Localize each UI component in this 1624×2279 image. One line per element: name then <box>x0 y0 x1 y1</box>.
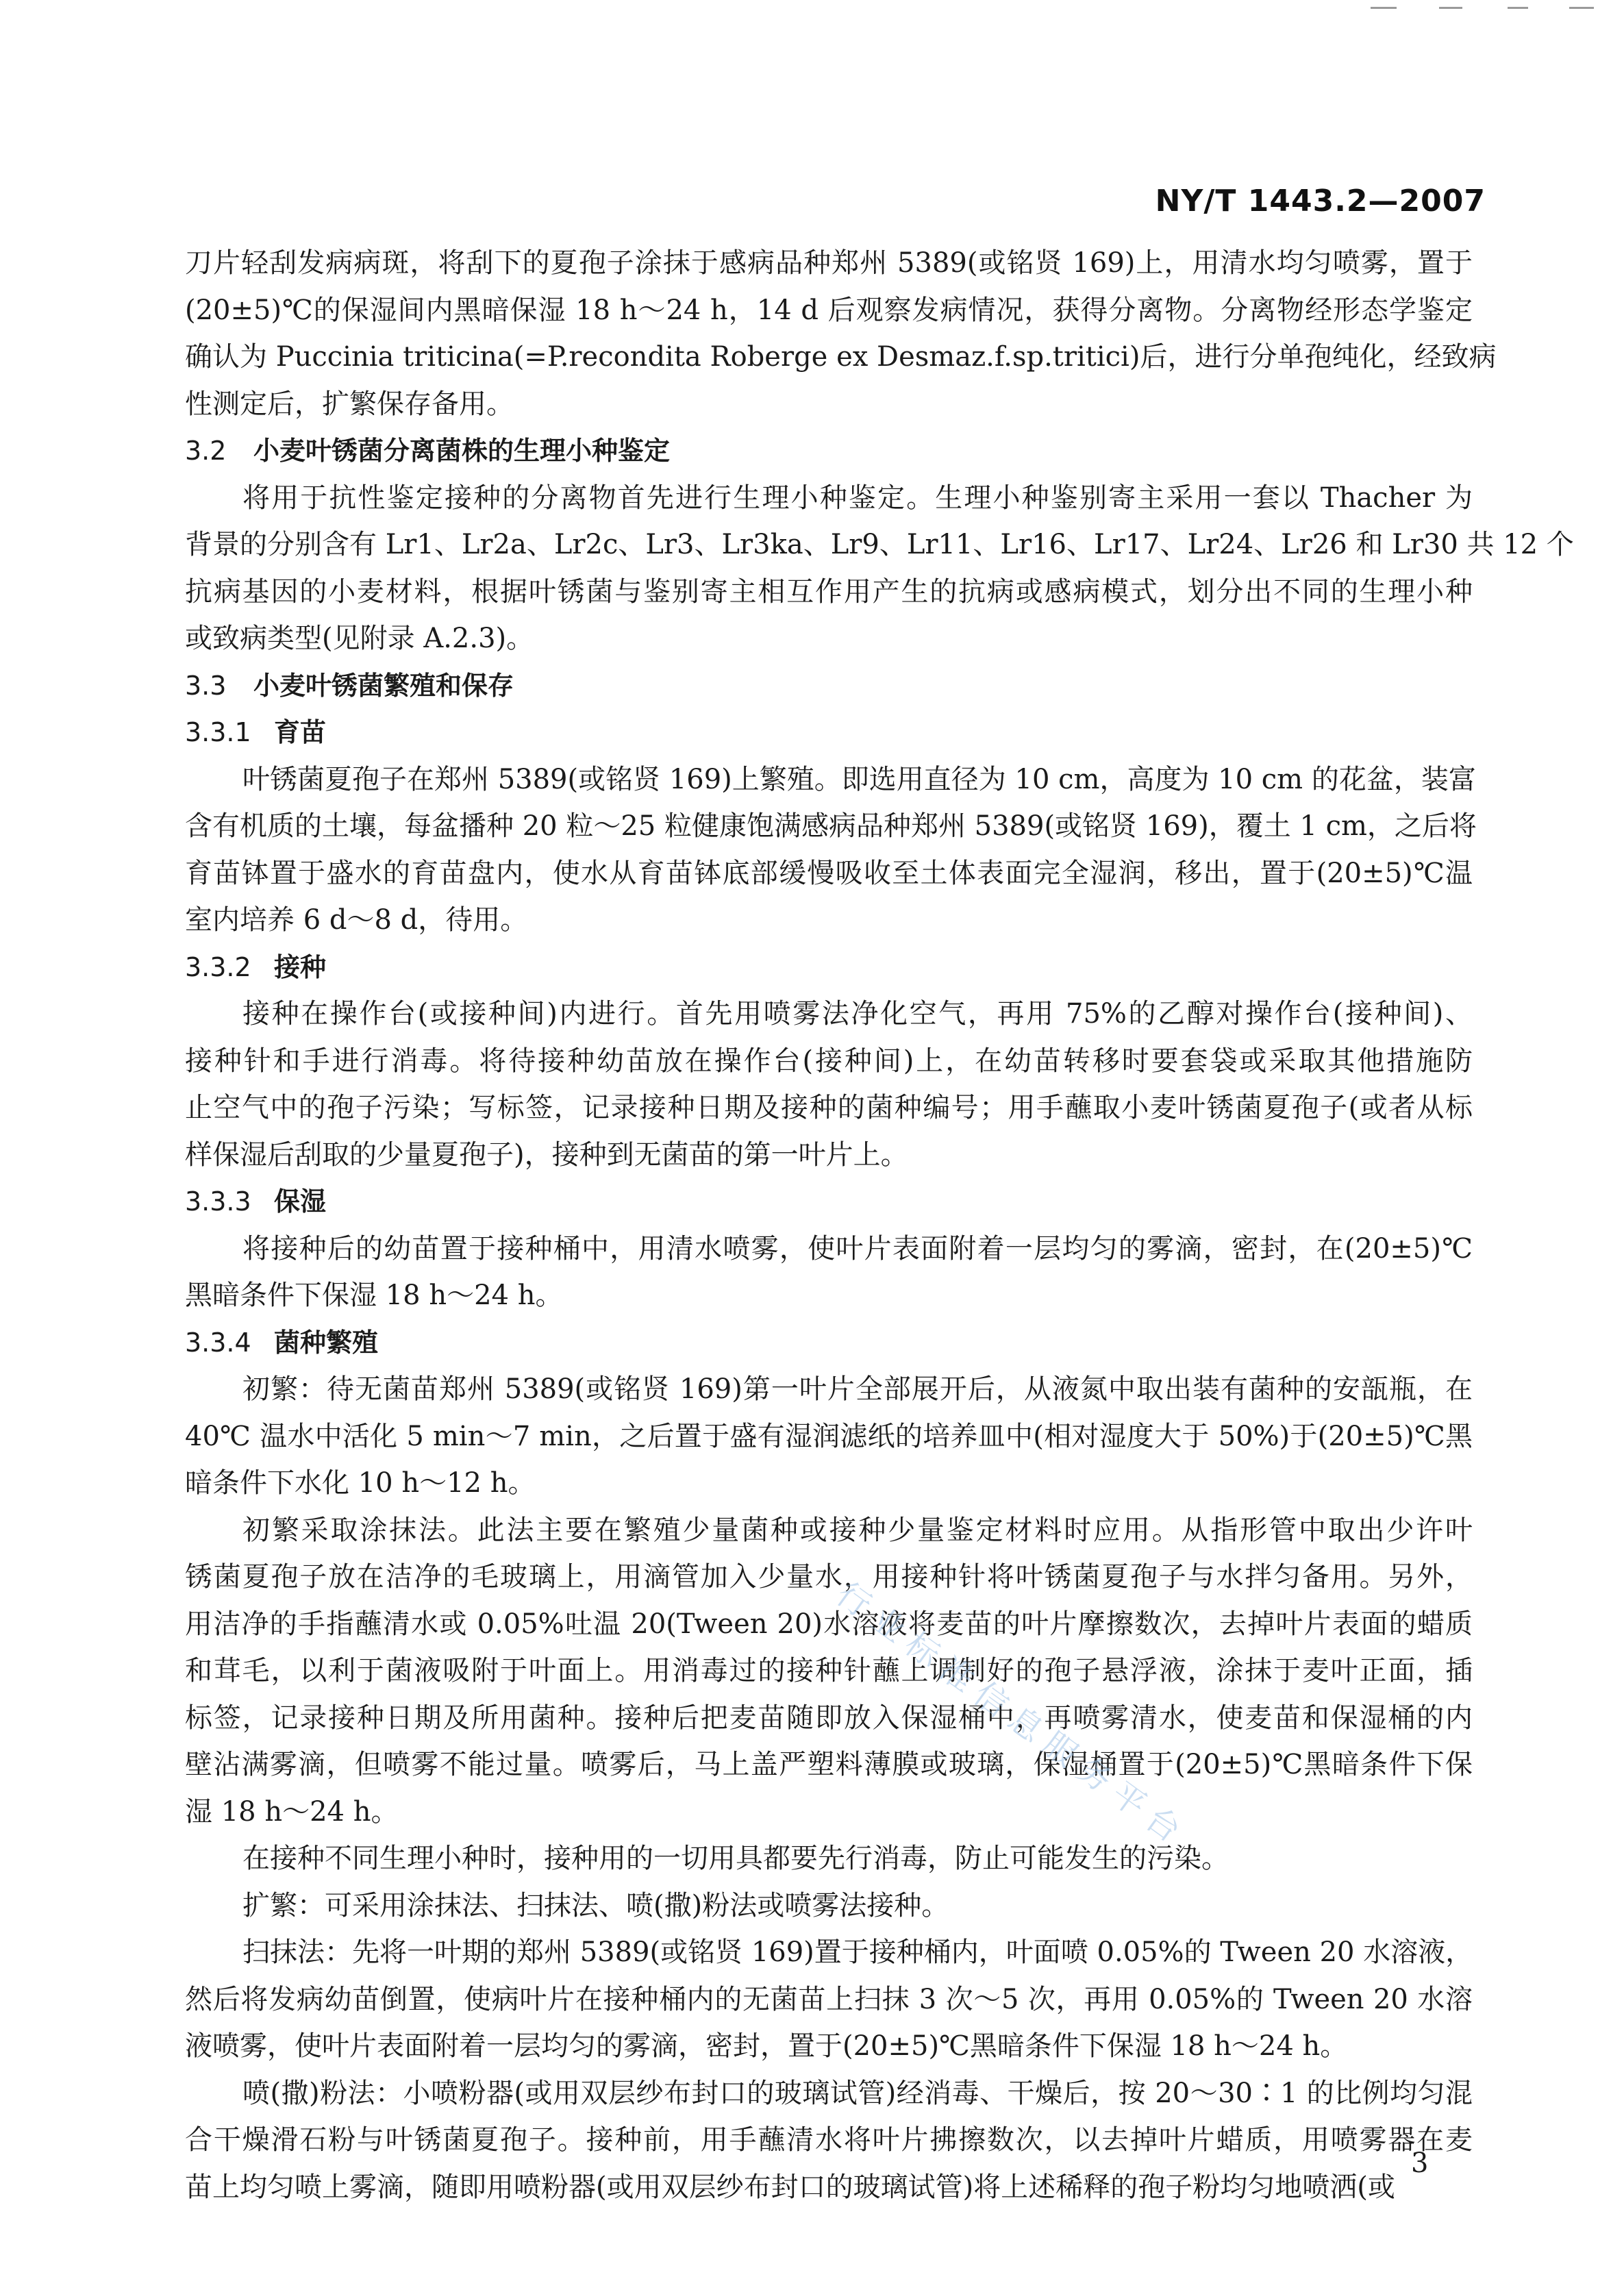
section-title: 育苗 <box>274 717 327 747</box>
text-line: 在接种不同生理小种时，接种用的一切用具都要先行消毒，防止可能发生的污染。 <box>242 1843 1229 1874</box>
text-line: 暗条件下水化 10 h～12 h。 <box>185 1467 536 1499</box>
text-line: 样保湿后刮取的少量夏孢子)，接种到无菌苗的第一叶片上。 <box>185 1138 908 1171</box>
section-title: 小麦叶锈菌分离菌株的生理小种鉴定 <box>253 436 671 466</box>
watermark: 行业标准信息服务平台 <box>829 1574 1196 1856</box>
text-line: 合干燥滑石粉与叶锈菌夏孢子。接种前，用手蘸清水将叶片拂擦数次，以去掉叶片蜡质，用喷雾器在麦 <box>185 2124 1473 2156</box>
text-line: 抗病基因的小麦材料，根据叶锈菌与鉴别寄主相互作用产生的抗病或感病模式，划分出不同的生理小种 <box>185 575 1473 608</box>
text-line: 黑暗条件下保湿 18 h～24 h。 <box>185 1280 563 1311</box>
text-line: 性测定后，扩繁保存备用。 <box>185 388 514 420</box>
section-title: 小麦叶锈菌繁殖和保存 <box>253 670 514 701</box>
section-title: 接种 <box>274 951 327 982</box>
text-line: 刀片轻刮发病病斑，将刮下的夏孢子涂抹于感病品种郑州 5389(或铭贤 169)上，用清水均匀喷雾，置于 <box>185 247 1473 279</box>
text-line: 止空气中的孢子污染；写标签，记录接种日期及接种的菌种编号；用手蘸取小麦叶锈菌夏孢子(或者从标 <box>185 1092 1473 1123</box>
section-heading <box>185 427 1473 475</box>
text-line: 室内培养 6 d～8 d，待用。 <box>185 904 528 936</box>
section-number: 3.2 <box>185 436 227 466</box>
text-line: 喷(撒)粉法：小喷粉器(或用双层纱布封口的玻璃试管)经消毒、干燥后，按 20～30∶1 的比例均匀混 <box>242 2077 1473 2109</box>
text-line: 将接种后的幼苗置于接种桶中，用清水喷雾，使叶片表面附着一层均匀的雾滴，密封，在(20±5)℃ <box>242 1232 1473 1265</box>
text-line: 扩繁：可采用涂抹法、扫抹法、喷(撒)粉法或喷雾法接种。 <box>242 1889 949 1921</box>
paragraph <box>185 1225 1473 1319</box>
section-title: 菌种繁殖 <box>274 1327 379 1358</box>
section-number: 3.3.3 <box>185 1186 251 1217</box>
section-number: 3.3.2 <box>185 951 251 982</box>
section-number: 3.3.1 <box>185 717 251 747</box>
document-body <box>185 240 1574 2210</box>
section-heading <box>185 709 1473 756</box>
text-line: 液喷雾，使叶片表面附着一层均匀的雾滴，密封，置于(20±5)℃黑暗条件下保湿 18 h～24 h。 <box>185 2030 1348 2062</box>
section-number: 3.3 <box>185 670 227 701</box>
scan-edge-marks <box>1371 3 1597 12</box>
paragraph <box>185 991 1473 1178</box>
standard-code: NY/T 1443.2—2007 <box>1155 184 1486 219</box>
paragraph <box>185 1507 1473 1836</box>
paragraph <box>185 1835 1473 1882</box>
section-number: 3.3.4 <box>185 1327 251 1358</box>
text-line: 叶锈菌夏孢子在郑州 5389(或铭贤 169)上繁殖。即选用直径为 10 cm，高度为 10 cm 的花盆，装富 <box>242 763 1476 795</box>
text-line: 初繁采取涂抹法。此法主要在繁殖少量菌种或接种少量鉴定材料时应用。从指形管中取出少许叶 <box>242 1514 1473 1546</box>
paragraph <box>185 2070 1473 2211</box>
section-heading <box>185 662 1473 710</box>
paragraph <box>185 1929 1473 2070</box>
text-line: 或致病类型(见附录 A.2.3)。 <box>185 623 534 654</box>
text-line: 将用于抗性鉴定接种的分离物首先进行生理小种鉴定。生理小种鉴别寄主采用一套以 Thacher 为 <box>242 482 1473 514</box>
section-heading <box>185 1178 1473 1225</box>
text-line: 初繁：待无菌苗郑州 5389(或铭贤 169)第一叶片全部展开后，从液氮中取出装有菌种的安瓿瓶，在 <box>242 1373 1473 1405</box>
section-heading <box>185 1319 1473 1367</box>
text-line: 育苗钵置于盛水的育苗盘内，使水从育苗钵底部缓慢吸收至土体表面完全湿润，移出，置于(20±5)℃温 <box>185 857 1473 889</box>
page-number: 3 <box>1411 2147 1429 2179</box>
text-line: 然后将发病幼苗倒置，使病叶片在接种桶内的无菌苗上扫抹 3 次～5 次，再用 0.05%的 Tween 20 水溶 <box>185 1983 1473 2015</box>
text-line: 湿 18 h～24 h。 <box>185 1795 399 1828</box>
text-line: 壁沾满雾滴，但喷雾不能过量。喷雾后，马上盖严塑料薄膜或玻璃，保湿桶置于(20±5)℃黑暗条件下保 <box>185 1749 1473 1780</box>
section-title: 保湿 <box>274 1186 327 1217</box>
text-line: 扫抹法：先将一叶期的郑州 5389(或铭贤 169)置于接种桶内，叶面喷 0.05%的 Tween 20 水溶液， <box>242 1936 1473 1968</box>
text-line: 含有机质的土壤，每盆播种 20 粒～25 粒健康饱满感病品种郑州 5389(或铭贤 169)，覆土 1 cm，之后将 <box>185 810 1477 842</box>
paragraph <box>185 240 1497 427</box>
text-line: 接种在操作台(或接种间)内进行。首先用喷雾法净化空气，再用 75%的乙醇对操作台(接种间)、 <box>242 998 1473 1030</box>
text-line: 确认为 Puccinia triticina(=P.recondita Roberge ex Desmaz.f.sp.tritici)后，进行分单孢纯化，经致病 <box>185 341 1497 373</box>
text-line: 40℃ 温水中活化 5 min～7 min，之后置于盛有湿润滤纸的培养皿中(相对湿度大于 50%)于(20±5)℃黑 <box>185 1420 1473 1452</box>
text-line: 和茸毛，以利于菌液吸附于叶面上。用消毒过的接种针蘸上调制好的孢子悬浮液，涂抹于麦叶正面，插 <box>185 1655 1473 1686</box>
text-line: 苗上均匀喷上雾滴，随即用喷粉器(或用双层纱布封口的玻璃试管)将上述稀释的孢子粉均匀地喷洒(或 <box>185 2171 1395 2203</box>
text-line: 背景的分别含有 Lr1、Lr2a、Lr2c、Lr3、Lr3ka、Lr9、Lr11、Lr16、Lr17、Lr24、Lr26 和 Lr30 共 12 个 <box>185 529 1574 560</box>
paragraph <box>185 1366 1473 1507</box>
text-line: 用洁净的手指蘸清水或 0.05%吐温 20(Tween 20)水溶液将麦苗的叶片摩擦数次，去掉叶片表面的蜡质 <box>185 1608 1473 1640</box>
text-line: (20±5)℃的保湿间内黑暗保湿 18 h～24 h，14 d 后观察发病情况，获得分离物。分离物经形态学鉴定 <box>185 294 1473 326</box>
text-line: 接种针和手进行消毒。将待接种幼苗放在操作台(接种间)上，在幼苗转移时要套袋或采取其他措施防 <box>185 1045 1473 1077</box>
text-line: 锈菌夏孢子放在洁净的毛玻璃上，用滴管加入少量水，用接种针将叶锈菌夏孢子与水拌匀备用。另外， <box>185 1561 1473 1593</box>
paragraph <box>185 475 1574 662</box>
paragraph <box>185 1882 1473 1930</box>
section-heading <box>185 944 1473 991</box>
paragraph <box>185 756 1477 944</box>
text-line: 标签，记录接种日期及所用菌种。接种后把麦苗随即放入保湿桶中，再喷雾清水，使麦苗和保湿桶的内 <box>185 1702 1473 1734</box>
